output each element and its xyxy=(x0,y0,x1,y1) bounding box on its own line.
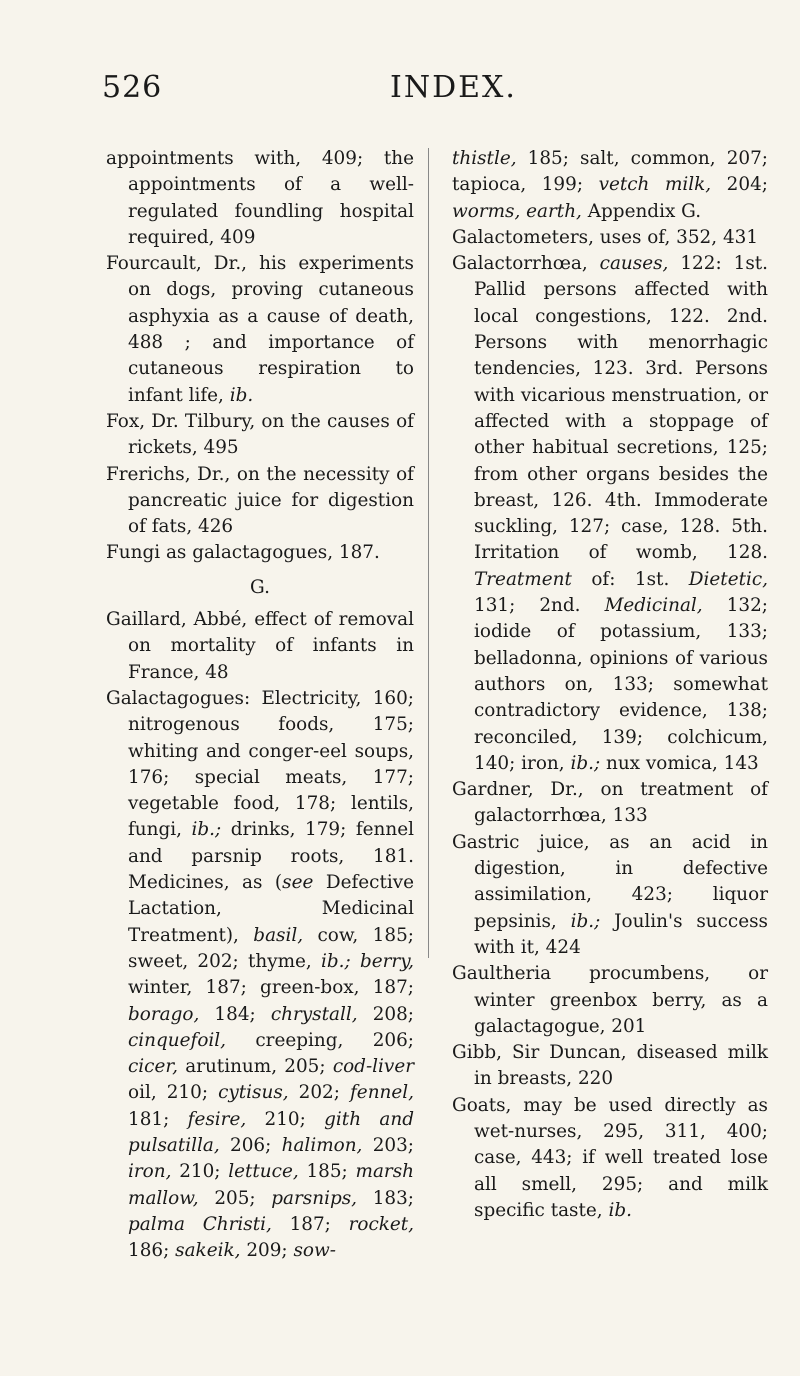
index-column-left xyxy=(106,146,414,1264)
index-entry-text: 203; xyxy=(362,1134,414,1156)
index-entry xyxy=(452,830,768,961)
index-entry-italic-text: Medicinal, xyxy=(604,595,703,617)
index-entry xyxy=(452,225,768,251)
index-entry-text: 183; xyxy=(357,1187,414,1209)
index-entry xyxy=(106,686,414,1265)
index-entry-italic-text: halimon, xyxy=(281,1134,363,1156)
index-entry-text: Fourcault, Dr., his experiments on dogs, proving cutaneous asphyxia as a cause of death, 488 ; and importance of cutaneous respiration to infant life, xyxy=(106,253,414,406)
index-entry-text: Appendix G. xyxy=(581,200,702,222)
index-entry-italic-text: basil, xyxy=(253,924,304,946)
index-entry xyxy=(452,146,768,225)
index-entry xyxy=(452,777,768,830)
index-entry-text: Gardner, Dr., on treatment of galactorrhœa, 133 xyxy=(452,779,768,827)
index-entry-italic-text: iron, xyxy=(128,1161,172,1183)
index-entry-text: Gibb, Sir Duncan, diseased milk in breasts, 220 xyxy=(452,1042,768,1090)
index-entry-italic-text: cicer, xyxy=(128,1056,178,1078)
index-entry xyxy=(106,146,414,251)
index-entry-italic-text: vetch milk, xyxy=(598,174,712,196)
index-entry-text: Defective Lactation, Medicinal Treatment), xyxy=(128,872,414,946)
index-column-right xyxy=(452,146,768,1224)
index-entry xyxy=(452,961,768,1040)
index-entry-text: Galactagogues: Electricity, 160; nitrogenous foods, 175; whiting and conger-eel soups, 176; special meats, 177; vegetable food, 178; lentils, fungi, xyxy=(106,687,414,841)
index-entry-text: nux vomica, 143 xyxy=(600,752,759,774)
index-entry-text: 132; iodide of potassium, 133; belladonna, opinions of various authors on, 133; somewhat contradictory evidence, 138; reconciled, 139; colchicum, 140; iron, xyxy=(474,595,768,774)
index-entry-italic-text: worms, earth, xyxy=(452,200,582,222)
index-entry-italic-text: ib.; xyxy=(570,910,601,932)
index-entry-text: winter, 187; green-box, 187; xyxy=(128,977,414,999)
index-entry-text: creeping, 206; xyxy=(226,1029,414,1051)
index-entry-italic-text: chrystall, xyxy=(270,1003,358,1025)
index-entry-italic-text: fesire, xyxy=(187,1108,247,1130)
section-letter: G. xyxy=(250,576,270,598)
index-entry-italic-text: rocket, xyxy=(348,1213,415,1235)
index-entry-text: 206; xyxy=(219,1134,282,1156)
index-entry-text: 122: 1st. Pallid persons affected with local congestions, 122. 2nd. Persons with menorrhagic tendencies, 123. 3rd. Persons with vicarious menstruation, or affected with a stoppage of other habitual secretions, 125; from other organs besides the breast, 126. 4th. Immoderate suckling, 127; case, 128. 5th. Irritation of womb, 128. xyxy=(474,253,768,564)
index-entry-italic-text: palma Christi, xyxy=(128,1213,272,1235)
index-entry-italic-text: sow- xyxy=(293,1240,336,1262)
index-entry-text: 202; xyxy=(288,1082,350,1104)
index-entry-italic-text: sakeik, xyxy=(175,1240,241,1262)
index-entry-text: 205; xyxy=(198,1187,272,1209)
index-entry xyxy=(106,540,414,566)
index-entry-italic-text: cinquefoil, xyxy=(128,1029,227,1051)
index-entry-text: 184; xyxy=(199,1003,271,1025)
index-entry xyxy=(106,607,414,686)
index-entry-text: oil, 210; xyxy=(128,1082,219,1104)
page-number: 526 xyxy=(102,70,163,105)
index-entry-text: arutinum, 205; xyxy=(177,1056,333,1078)
index-entry-italic-text: causes, xyxy=(599,253,669,275)
index-entry-text: Gaultheria procumbens, or winter greenbox berry, as a galactagogue, 201 xyxy=(452,963,768,1037)
index-entry-text: 208; xyxy=(357,1003,414,1025)
index-entry-italic-text: thistle, xyxy=(452,148,517,169)
index-entry-italic-text: lettuce, xyxy=(228,1161,299,1183)
index-entry-text: 185; salt, common, 207; tapioca, 199; xyxy=(452,148,768,196)
index-entry-text: Joulin's success with it, 424 xyxy=(474,910,768,958)
index-entry-italic-text: Dietetic, xyxy=(688,568,768,590)
index-entry-text: 186; xyxy=(128,1240,176,1262)
index-entry-italic-text: cod-liver xyxy=(332,1056,414,1078)
index-entry-text: appointments with, 409; the appointments of a well-regulated foundling hospital required, 409 xyxy=(106,148,414,248)
index-entry-italic-text: ib.; xyxy=(321,950,351,972)
index-entry-italic-text: see xyxy=(282,872,314,894)
page-header xyxy=(0,70,800,110)
index-entry-text: Gastric juice, as an acid in digestion, in defective assimilation, 423; liquor pepsinis, xyxy=(452,831,768,932)
index-entry-text: 204; xyxy=(711,174,768,196)
index-entry-italic-text: marsh mallow, xyxy=(128,1161,414,1209)
column-divider xyxy=(428,148,429,958)
index-entry-text: Fox, Dr. Tilbury, on the causes of rickets, 495 xyxy=(106,410,414,459)
index-entry-italic-text: cytisus, xyxy=(218,1082,289,1104)
index-entry-text: Galactometers, uses of, 352, 431 xyxy=(452,226,759,248)
index-entry-italic-text: ib. xyxy=(608,1199,632,1221)
index-entry-italic-text: gith and pulsatilla, xyxy=(128,1108,414,1156)
index-entry-italic-text: ib.; xyxy=(191,819,222,841)
index-entry-text xyxy=(351,951,360,972)
index-entry xyxy=(106,462,414,541)
index-entry-italic-text: berry, xyxy=(359,950,414,972)
index-entry-text: 187; xyxy=(271,1213,349,1235)
index-entry xyxy=(106,409,414,462)
index-entry-text: 210; xyxy=(171,1161,229,1183)
index-entry-text: 185; xyxy=(298,1161,356,1183)
index-entry-text: Frerichs, Dr., on the necessity of pancreatic juice for digestion of fats, 426 xyxy=(106,463,414,538)
index-entry xyxy=(452,1040,768,1093)
index-entry-text: Gaillard, Abbé, effect of removal on mortality of infants in France, 48 xyxy=(106,609,414,683)
index-entry-text: 210; xyxy=(246,1108,325,1130)
index-entry-italic-text: ib.; xyxy=(570,752,601,774)
index-entry xyxy=(106,251,414,409)
index-entry-text: Fungi as galactagogues, 187. xyxy=(106,542,380,564)
index-entry-italic-text: Treatment xyxy=(474,568,572,590)
index-entry-text: of: 1st. xyxy=(571,568,689,590)
index-entry-text: Galactorrhœa, xyxy=(452,253,600,275)
index-entry-text: 209; xyxy=(240,1240,294,1262)
index-entry-text: 181; xyxy=(128,1108,188,1130)
index-entry xyxy=(452,251,768,777)
index-entry xyxy=(452,1093,768,1224)
index-entry-text: drinks, 179; fennel and parsnip roots, 181. Medicines, as ( xyxy=(128,819,414,894)
index-entry-text: 131; 2nd. xyxy=(474,595,605,617)
index-entry-italic-text: parsnips, xyxy=(271,1187,358,1209)
page-title: INDEX. xyxy=(390,70,517,105)
index-entry-text: cow, 185; sweet, 202; thyme, xyxy=(128,924,414,972)
index-entry-italic-text: fennel, xyxy=(350,1082,414,1104)
index-entry-text: Goats, may be used directly as wet-nurses, 295, 311, 400; case, 443; if well treated lose all smell, 295; and milk specific taste, xyxy=(452,1094,768,1221)
index-entry-italic-text: borago, xyxy=(128,1003,200,1025)
index-entry-italic-text: ib. xyxy=(229,384,254,406)
